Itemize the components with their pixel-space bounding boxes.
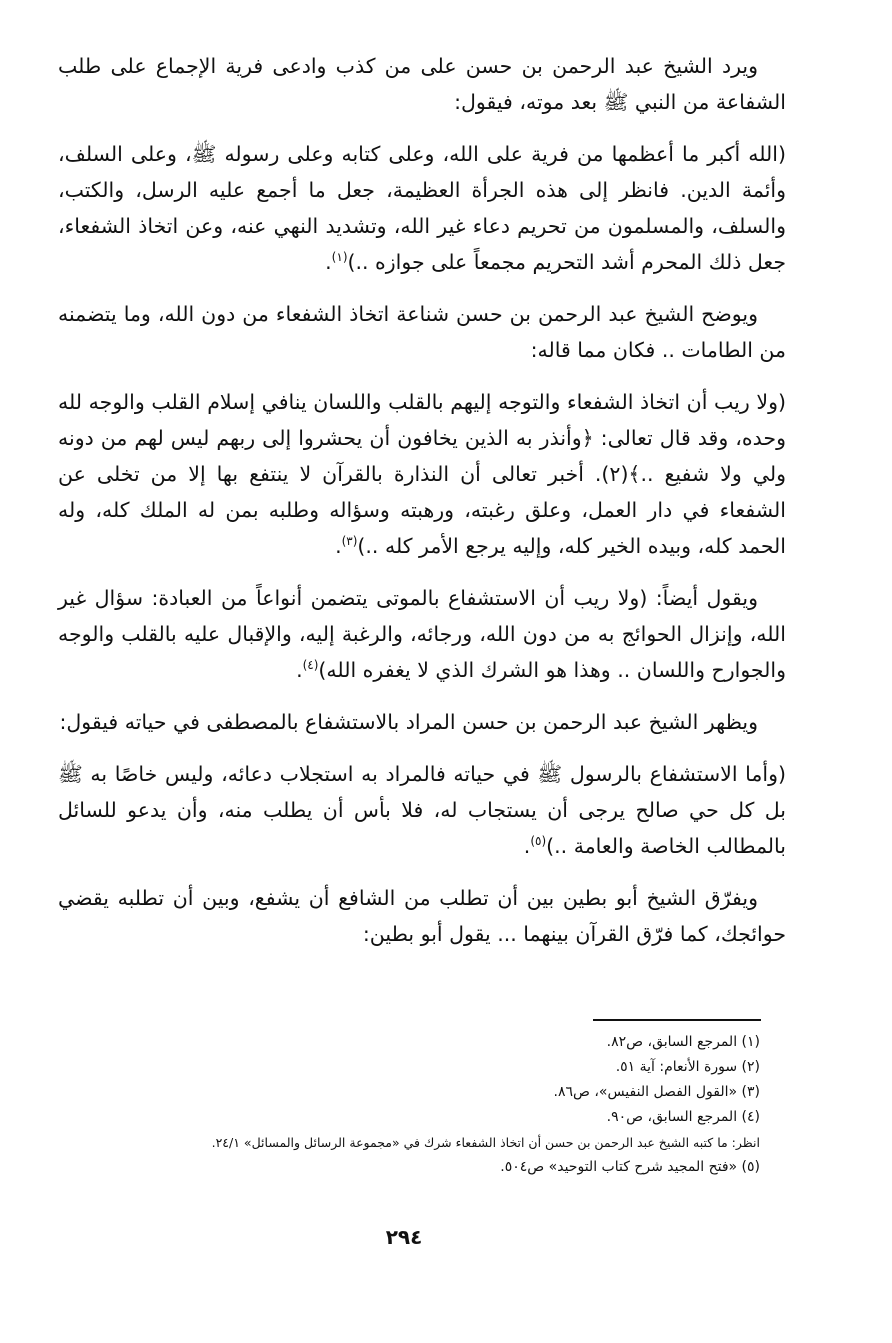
footnote-4: (٤) المرجع السابق، ص٩٠. xyxy=(606,1109,760,1125)
paragraph-5: ويفرّق الشيخ أبو بطين بين أن تطلب من الشافع أن يشفع، وبين أن تطلبه يقضي حوائجك، كما فرّق القرآن بينهما ... يقول أبو بطين: xyxy=(58,886,786,946)
footnote-ref-1: (١) xyxy=(331,250,348,265)
paragraph-3: ويقول أيضاً: (ولا ريب أن الاستشفاع بالموتى يتضمن أنواعاً من العبادة: سؤال غير الله، وإنزال الحوائج به من دون الله، ورجائه، والرغبة إليه، والإقبال عليه بالقلب والوجه والجوارح واللسان .. وهذا هو الشرك الذي لا يغفره الله)$^{(٤)}$. xyxy=(58,586,786,682)
paragraph-2: ويوضح الشيخ عبد الرحمن بن حسن شناعة اتخاذ الشفعاء من دون الله، وما يتضمنه من الطامات .. فكان مما قاله: xyxy=(58,302,786,362)
footnotes xyxy=(70,1030,760,1180)
footnote-ref-3: (٣) xyxy=(341,534,358,549)
quote-paragraph-1: (الله أكبر ما أعظمها من فرية على الله، وعلى كتابه وعلى رسوله ﷺ، وعلى السلف، وأئمة الدين. فانظر إلى هذه الجرأة العظيمة، جعل ما أجمع عليه الرسل، والكتب، والسلف، والمسلمون من تحريم دعاء غير الله، وتشديد النهي عنه، وعن اتخاذ الشفعاء، جعل ذلك المحرم أشد التحريم مجمعاً على جوازه ..)$^{(١)}$. xyxy=(58,142,786,274)
footnote-2: (٢) سورة الأنعام: آية ٥١. xyxy=(615,1059,760,1075)
footnote-separator xyxy=(593,1019,761,1021)
paragraph-4: ويظهر الشيخ عبد الرحمن بن حسن المراد بالاستشفاع بالمصطفى في حياته فيقول: xyxy=(59,710,758,734)
page-number: ٢٩٤ xyxy=(385,1225,423,1249)
footnote-3: (٣) «القول الفصل النفيس»، ص٨٦. xyxy=(553,1084,760,1100)
paragraph-1: ويرد الشيخ عبد الرحمن بن حسن على من كذب وادعى فرية الإجماع على طلب الشفاعة من النبي ﷺ بعد موته، فيقول: xyxy=(58,54,786,114)
footnote-4-note: انظر: ما كتبه الشيخ عبد الرحمن بن حسن أن اتخاذ الشفعاء شرك في «مجموعة الرسائل والمسائل» ٢٤/١. xyxy=(211,1135,760,1150)
footnote-ref-5: (٥) xyxy=(530,834,547,849)
footnote-1: (١) المرجع السابق، ص٨٢. xyxy=(606,1034,760,1050)
footnote-5: (٥) «فتح المجيد شرح كتاب التوحيد» ص٥٠٤. xyxy=(500,1159,760,1175)
quote-paragraph-3: (وأما الاستشفاع بالرسول ﷺ في حياته فالمراد به استجلاب دعائه، وليس خاصًا به ﷺ بل كل حي صالح يرجى أن يستجاب له، فلا بأس أن يطلب منه، وأن يدعو للسائل بالمطالب الخاصة والعامة ..)$^{(٥)}$. xyxy=(58,762,786,858)
footnote-ref-4: (٤) xyxy=(302,658,319,673)
main-text xyxy=(58,48,786,968)
quote-paragraph-2: (ولا ريب أن اتخاذ الشفعاء والتوجه إليهم بالقلب واللسان ينافي إسلام القلب والوجه لله وحده، وقد قال تعالى: ﴿وأنذر به الذين يخافون أن يحشروا إلى ربهم ليس لهم من دونه ولي ولا شفيع ..﴾(٢). أخبر تعالى أن النذارة بالقرآن لا ينتفع بها إلا من تخلى عن الشفعاء في دار العمل، وعلق رغبته، ورهبته وسؤاله وطلبه بمن له الملك كله، وله الحمد كله، وبيده الخير كله، وإليه يرجع الأمر كله ..)$^{(٣)}$. xyxy=(58,390,786,558)
